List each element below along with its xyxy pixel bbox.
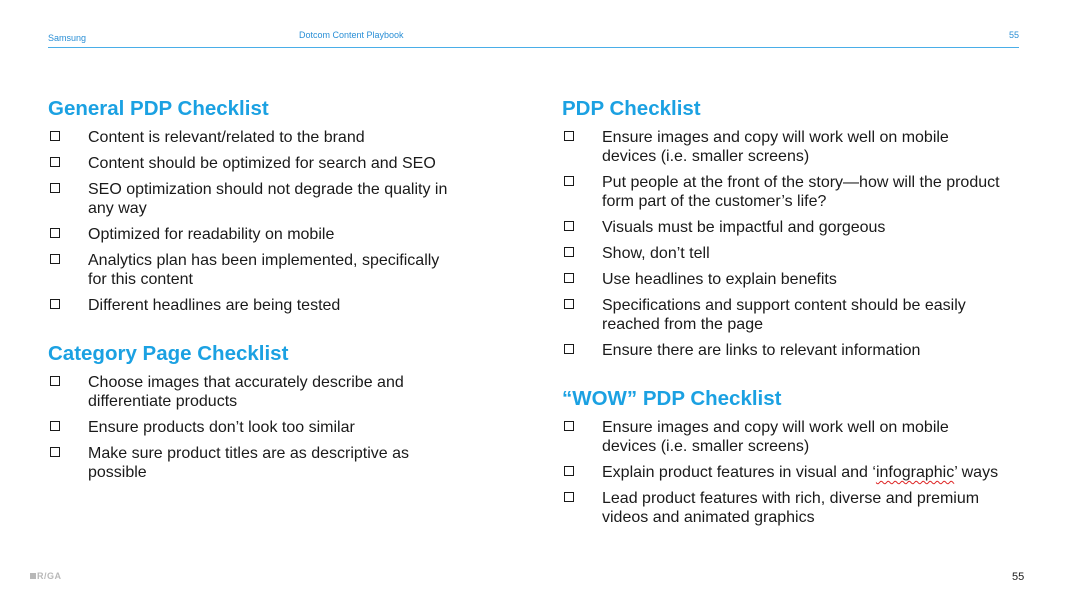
wow-pdp-checklist-title: “WOW” PDP Checklist — [562, 387, 782, 410]
logo-mark-icon — [30, 573, 36, 579]
checklist-item: Ensure images and copy will work well on mobile devices (i.e. smaller screens) — [562, 128, 1012, 166]
header-document-title: Dotcom Content Playbook — [299, 30, 404, 40]
wow-pdp-checklist — [562, 418, 1012, 527]
checkbox-icon[interactable] — [50, 183, 60, 193]
right-column — [562, 96, 1012, 534]
checkbox-icon[interactable] — [50, 131, 60, 141]
left-column — [48, 96, 498, 489]
checklist-item: Content is relevant/related to the brand — [48, 128, 498, 147]
checkbox-icon[interactable] — [50, 228, 60, 238]
header-divider — [48, 47, 1019, 48]
checklist-item: Make sure product titles are as descriptive as possible — [48, 444, 498, 482]
rga-logo: R/GA — [30, 571, 62, 581]
checkbox-icon[interactable] — [564, 247, 574, 257]
checklist-item: Ensure there are links to relevant information — [562, 341, 1012, 360]
checklist-item: SEO optimization should not degrade the quality in any way — [48, 180, 498, 218]
checkbox-icon[interactable] — [50, 447, 60, 457]
checklist-item: Use headlines to explain benefits — [562, 270, 1012, 289]
header-company: Samsung — [48, 33, 87, 43]
general-pdp-checklist — [48, 128, 498, 315]
checkbox-icon[interactable] — [564, 131, 574, 141]
checkbox-icon[interactable] — [50, 157, 60, 167]
checklist-item: Different headlines are being tested — [48, 296, 498, 315]
pdp-checklist — [562, 128, 1012, 360]
checklist-item: Put people at the front of the story—how will the product form part of the customer’s life? — [562, 173, 1012, 211]
checkbox-icon[interactable] — [50, 254, 60, 264]
checklist-item: Lead product features with rich, diverse and premium videos and animated graphics — [562, 489, 1012, 527]
category-page-checklist-title: Category Page Checklist — [48, 342, 289, 365]
checklist-item: Optimized for readability on mobile — [48, 225, 498, 244]
checklist-item: Specifications and support content should be easily reached from the page — [562, 296, 1012, 334]
checklist-item: Analytics plan has been implemented, specifically for this content — [48, 251, 498, 289]
checklist-item: Ensure products don’t look too similar — [48, 418, 498, 437]
checklist-item: Visuals must be impactful and gorgeous — [562, 218, 1012, 237]
category-page-checklist — [48, 373, 498, 482]
checkbox-icon[interactable] — [564, 421, 574, 431]
checkbox-icon[interactable] — [50, 376, 60, 386]
footer-page-number: 55 — [1012, 571, 1025, 583]
checklist-item: Show, don’t tell — [562, 244, 1012, 263]
checkbox-icon[interactable] — [564, 176, 574, 186]
checklist-item: Explain product features in visual and ‘infographic’ ways — [562, 463, 1012, 482]
pdp-checklist-title: PDP Checklist — [562, 97, 701, 120]
header-page-number: 55 — [1009, 30, 1020, 40]
checkbox-icon[interactable] — [564, 344, 574, 354]
checklist-item: Choose images that accurately describe and differentiate products — [48, 373, 498, 411]
checkbox-icon[interactable] — [564, 492, 574, 502]
checkbox-icon[interactable] — [564, 221, 574, 231]
spellcheck-underline: infographic — [875, 464, 955, 481]
checklist-item: Ensure images and copy will work well on mobile devices (i.e. smaller screens) — [562, 418, 1012, 456]
checkbox-icon[interactable] — [564, 273, 574, 283]
checkbox-icon[interactable] — [564, 466, 574, 476]
checkbox-icon[interactable] — [564, 299, 574, 309]
checkbox-icon[interactable] — [50, 421, 60, 431]
checklist-item: Content should be optimized for search and SEO — [48, 154, 498, 173]
general-pdp-checklist-title: General PDP Checklist — [48, 97, 269, 120]
checkbox-icon[interactable] — [50, 299, 60, 309]
